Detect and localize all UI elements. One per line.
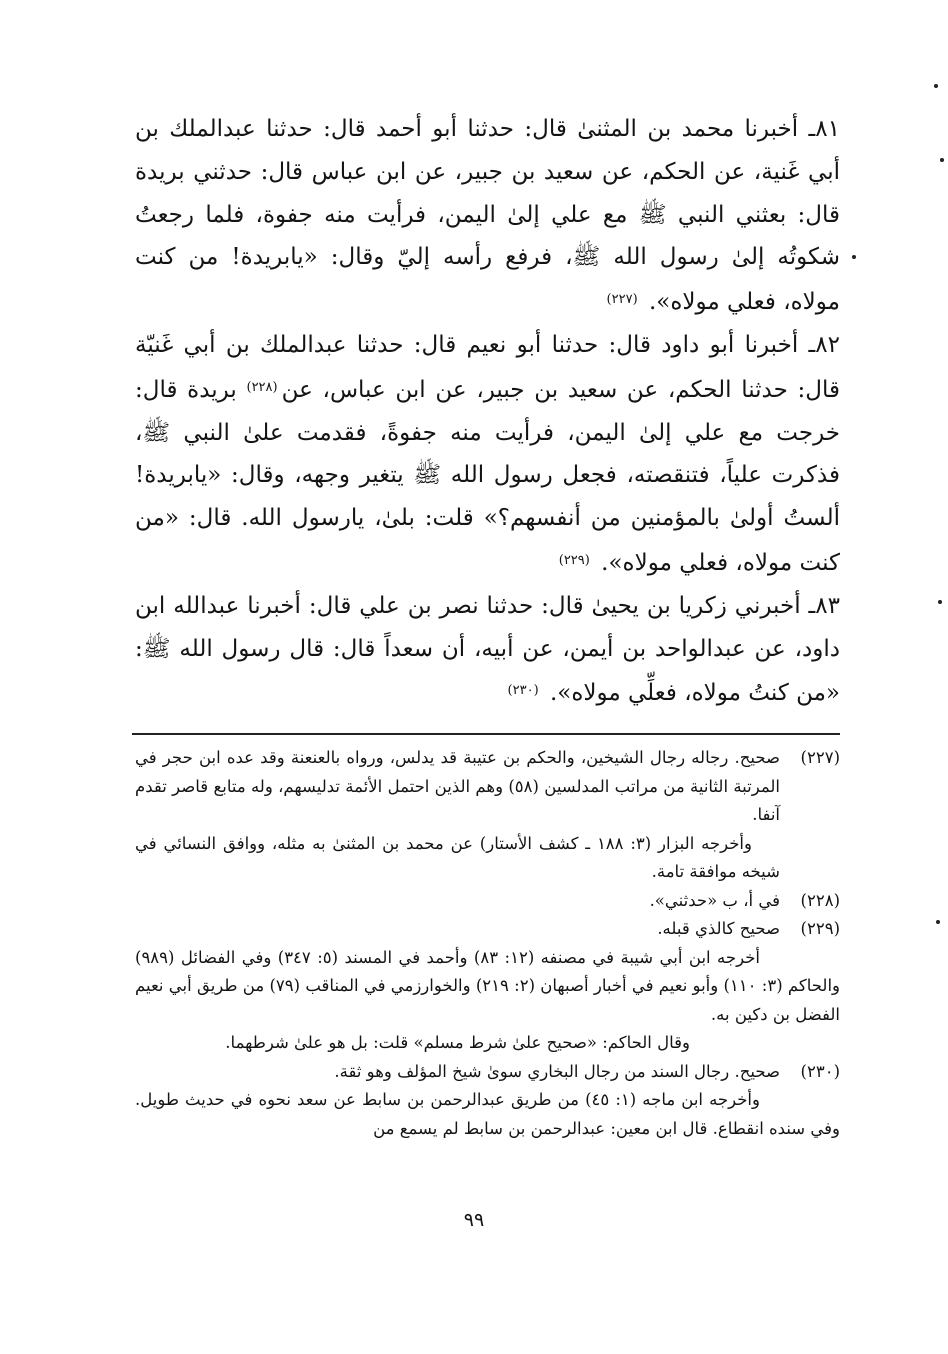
footnote-229 bbox=[135, 915, 840, 944]
footnote-number: (٢٣٠) bbox=[800, 1061, 840, 1081]
scan-speck bbox=[940, 158, 944, 162]
footnote-230 bbox=[135, 1058, 840, 1087]
footnote-227 bbox=[135, 744, 840, 887]
footnote-text: في أ، ب «حدثني». bbox=[649, 890, 780, 910]
footnote-number: (٢٢٧) bbox=[800, 748, 840, 767]
footnote-text: وأخرجه ابن ماجه (١: ٤٥) من طريق عبدالرحمن بن سابط عن سعد نحوه في حديث طويل. وفي سنده انقطاع. قال ابن معين: عبدالرحمن بن سابط لم يسمع من bbox=[135, 1090, 840, 1138]
footnote-text: أخرجه ابن أبي شيبة في مصنفه (١٢: ٨٣) وأحمد في المسند (٥: ٣٤٧) وفي الفضائل (٩٨٩) والحاكم (٣: ١١٠) وأبو نعيم في أخبار أصبهان (٢: ٢١٩) والخوارزمي في المناقب (٧٩) من طريق أبي نعيم الفضل بن دكين به. bbox=[135, 947, 841, 1024]
hadith-text: ٨١ـ أخبرنا محمد بن المثنىٰ قال: حدثنا أبو أحمد قال: حدثنا عبدالملك بن أبي غَنية، عن الحكم، عن سعيد بن جبير، عن ابن عباس قال: حدثني بريدة قال: بعثني النبي ﷺ مع علي إلىٰ اليمن، فرأيت منه جفوة، فلما رجعتُ شكوتُه إلىٰ رسول الله ﷺ، فرفع رأسه إليّ وقال: «يابريدة! من كنت مولاه، فعلي مولاه». bbox=[135, 116, 840, 316]
footnote-228 bbox=[135, 887, 840, 916]
hadith-82 bbox=[135, 324, 840, 585]
footnote-number: (٢٢٩) bbox=[800, 919, 840, 938]
footnotes bbox=[135, 744, 840, 1143]
footnote-ref: (٢٢٨) bbox=[246, 379, 278, 395]
page-number: ٩٩ bbox=[463, 1209, 485, 1231]
scan-speck bbox=[852, 255, 856, 259]
footnote-ref: (٢٢٩) bbox=[558, 552, 590, 568]
hadith-text: ٨٣ـ أخبرني زكريا بن يحيىٰ قال: حدثنا نصر بن علي قال: أخبرنا عبدالله ابن داود، عن عبدالواحد بن أيمن، عن أبيه، أن سعداً قال: قال رسول الله ﷺ: «من كنتُ مولاه، فعلِّي مولاه». bbox=[135, 592, 840, 707]
scan-speck bbox=[934, 84, 938, 88]
hadith-text: ٨٢ـ أخبرنا أبو داود قال: حدثنا أبو نعيم قال: حدثنا عبدالملك بن أبي غَنيّة قال: حدثنا الحكم، عن سعيد بن جبير، عن ابن عباس، عن bbox=[135, 331, 841, 403]
footnote-text: صحيح. رجاله رجال الشيخين، والحكم بن عتيبة قد يدلس، ورواه بالعنعنة وقد عده ابن حجر في المرتبة الثانية من مراتب المدلسين (٥٨) وهم الذين احتمل الأئمة تدليسهم، وله متابع قاصر تقدم آنفا. bbox=[135, 748, 780, 824]
hadith-text: بريدة قال: خرجت مع علي إلىٰ اليمن، فرأيت منه جفوةً، فقدمت علىٰ النبي ﷺ، فذكرت علياً، فتنقصته، فجعل رسول الله ﷺ يتغير وجهه، وقال: «يابريدة! ألستُ أولىٰ بالمؤمنين من أنفسهم؟» قلت: بلىٰ، يارسول الله. قال: «من كنت مولاه، فعلي مولاه». bbox=[135, 376, 840, 576]
scan-speck bbox=[936, 920, 940, 924]
footnote-number: (٢٢٨) bbox=[800, 890, 840, 910]
hadith-83 bbox=[135, 585, 840, 715]
scan-speck bbox=[938, 600, 942, 604]
footnote-text: وأخرجه البزار (٣: ١٨٨ ـ كشف الأستار) عن محمد بن المثنىٰ به مثله، ووافق النسائي في شيخه موافقة تامة. bbox=[135, 833, 780, 881]
footnote-ref: (٢٢٧) bbox=[606, 292, 638, 308]
hadith-81 bbox=[135, 108, 840, 324]
footnote-text: صحيح كالذي قبله. bbox=[657, 919, 780, 938]
footnote-divider bbox=[132, 733, 840, 735]
footnote-text: صحيح. رجال السند من رجال البخاري سوىٰ شيخ المؤلف وهو ثقة. bbox=[334, 1061, 780, 1081]
footnote-ref: (٢٣٠) bbox=[507, 683, 539, 699]
footnote-text: وقال الحاكم: «صحيح علىٰ شرط مسلم» قلت: بل هو علىٰ شرطهما. bbox=[225, 1033, 690, 1052]
main-text bbox=[135, 108, 840, 715]
